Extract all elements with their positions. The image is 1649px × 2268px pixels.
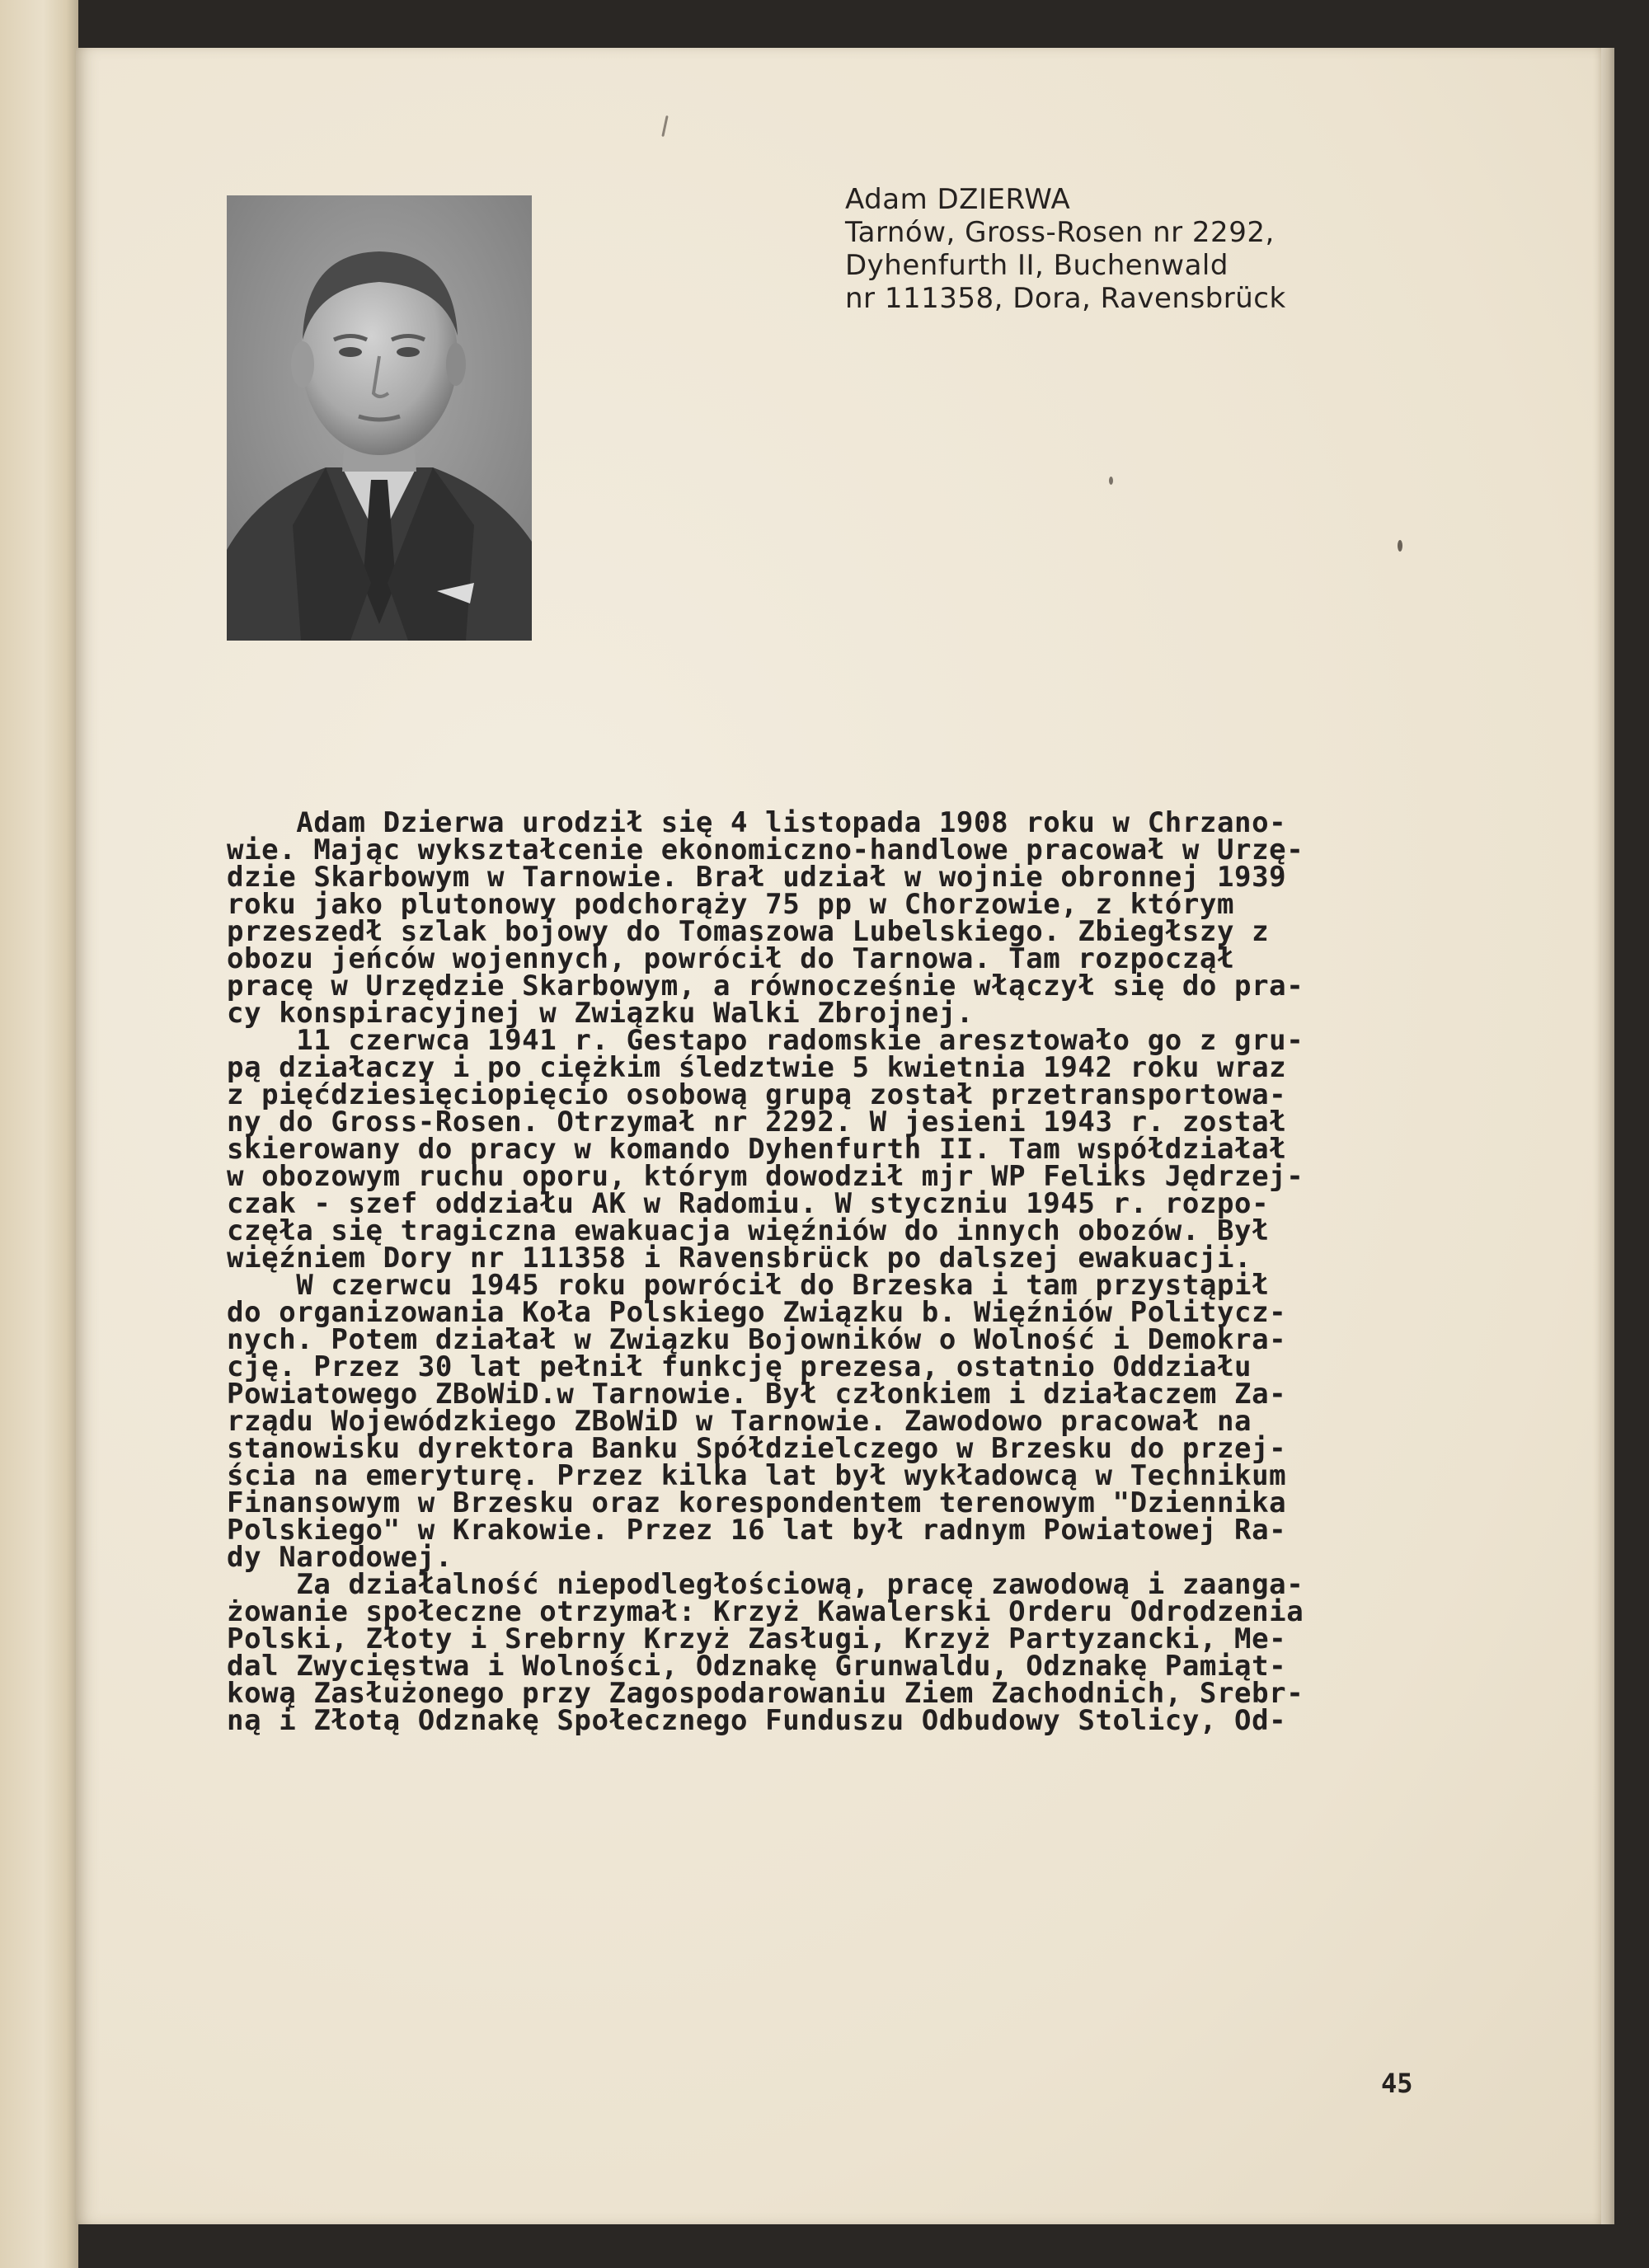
text-line: ścia na emeryturę. Przez kilka lat był wykładowcą w Technikum	[227, 1459, 1287, 1492]
text-line: Polski, Złoty i Srebrny Krzyż Zasługi, Krzyż Partyzancki, Me-	[227, 1622, 1287, 1655]
text-line: skierowany do pracy w komando Dyhenfurth II. Tam współdziałał	[227, 1133, 1287, 1166]
text-line: dzie Skarbowym w Tarnowie. Brał udział w wojnie obronnej 1939	[227, 861, 1287, 894]
text-line: roku jako plutonowy podchorąży 75 pp w Chorzowie, z którym	[227, 888, 1235, 921]
text-line: Finansowym w Brzesku oraz korespondentem terenowym "Dziennika	[227, 1486, 1287, 1519]
text-line: nych. Potem działał w Związku Bojowników o Wolność i Demokra-	[227, 1323, 1287, 1356]
caption-line: Tarnów, Gross-Rosen nr 2292,	[845, 216, 1275, 249]
text-line: Adam Dzierwa urodził się 4 listopada 1908 roku w Chrzano-	[227, 806, 1287, 839]
text-line: cję. Przez 30 lat pełnił funkcję prezesa, ostatnio Oddziału	[227, 1350, 1252, 1383]
text-line: Polskiego" w Krakowie. Przez 16 lat był radnym Powiatowej Ra-	[227, 1514, 1287, 1547]
text-line: Za działalność niepodległościową, pracę zawodową i zaanga-	[227, 1568, 1304, 1601]
text-line: czak - szef oddziału AK w Radomiu. W styczniu 1945 r. rozpo-	[227, 1187, 1270, 1220]
text-line: częła się tragiczna ewakuacja więźniów do innych obozów. Był	[227, 1214, 1270, 1247]
text-line: do organizowania Koła Polskiego Związku b. Więźniów Politycz-	[227, 1296, 1287, 1329]
paper-speck	[1398, 540, 1402, 552]
text-line: ną i Złotą Odznakę Społecznego Funduszu Odbudowy Stolicy, Od-	[227, 1704, 1287, 1737]
caption-name: Adam DZIERWA	[845, 183, 1071, 216]
text-line: cy konspiracyjnej w Związku Walki Zbrojnej.	[227, 997, 974, 1030]
page-number: 45	[1381, 2068, 1413, 2099]
text-line: dy Narodowej.	[227, 1541, 453, 1574]
text-line: przeszedł szlak bojowy do Tomaszowa Lubelskiego. Zbiegłszy z	[227, 915, 1270, 948]
text-line: rządu Wojewódzkiego ZBoWiD w Tarnowie. Zawodowo pracował na	[227, 1405, 1252, 1438]
text-line: w obozowym ruchu oporu, którym dowodził mjr WP Feliks Jędrzej-	[227, 1160, 1304, 1193]
text-line: ny do Gross-Rosen. Otrzymał nr 2292. W jesieni 1943 r. został	[227, 1106, 1287, 1139]
caption-line: Dyhenfurth II, Buchenwald	[845, 249, 1229, 282]
text-line: Powiatowego ZBoWiD.w Tarnowie. Był członkiem i działaczem Za-	[227, 1378, 1287, 1411]
text-line: W czerwcu 1945 roku powrócił do Brzeska i tam przystąpił	[227, 1269, 1270, 1302]
text-line: wie. Mając wykształcenie ekonomiczno-handlowe pracował w Urzę-	[227, 833, 1304, 866]
text-line: 11 czerwca 1941 r. Gestapo radomskie aresztowało go z gru-	[227, 1024, 1304, 1057]
facing-page-edge	[0, 0, 78, 2268]
page-stack-edge	[1601, 48, 1614, 2224]
text-line: pracę w Urzędzie Skarbowym, a równocześnie włączył się do pra-	[227, 970, 1304, 1003]
caption-line: nr 111358, Dora, Ravensbrück	[845, 282, 1286, 315]
text-line: kową Zasłużonego przy Zagospodarowaniu Ziem Zachodnich, Srebr-	[227, 1677, 1304, 1710]
biography-text	[227, 806, 1439, 1737]
text-line: z pięćdziesięciopięcio osobową grupą został przetransportowa-	[227, 1078, 1287, 1111]
text-line: dal Zwycięstwa i Wolności, Odznakę Grunwaldu, Odznakę Pamiąt-	[227, 1650, 1287, 1683]
text-line: obozu jeńców wojennych, powrócił do Tarnowa. Tam rozpoczął	[227, 942, 1235, 975]
text-line: więźniem Dory nr 111358 i Ravensbrück po dalszej ewakuacji.	[227, 1242, 1252, 1275]
portrait-photo	[227, 195, 532, 641]
text-line: pą działaczy i po ciężkim śledztwie 5 kwietnia 1942 roku wraz	[227, 1051, 1287, 1084]
text-line: stanowisku dyrektora Banku Spółdzielczego w Brzesku do przej-	[227, 1432, 1287, 1465]
paper-speck	[1109, 477, 1113, 485]
text-line: żowanie społeczne otrzymał: Krzyż Kawalerski Orderu Odrodzenia	[227, 1595, 1304, 1628]
caption	[845, 183, 1488, 315]
